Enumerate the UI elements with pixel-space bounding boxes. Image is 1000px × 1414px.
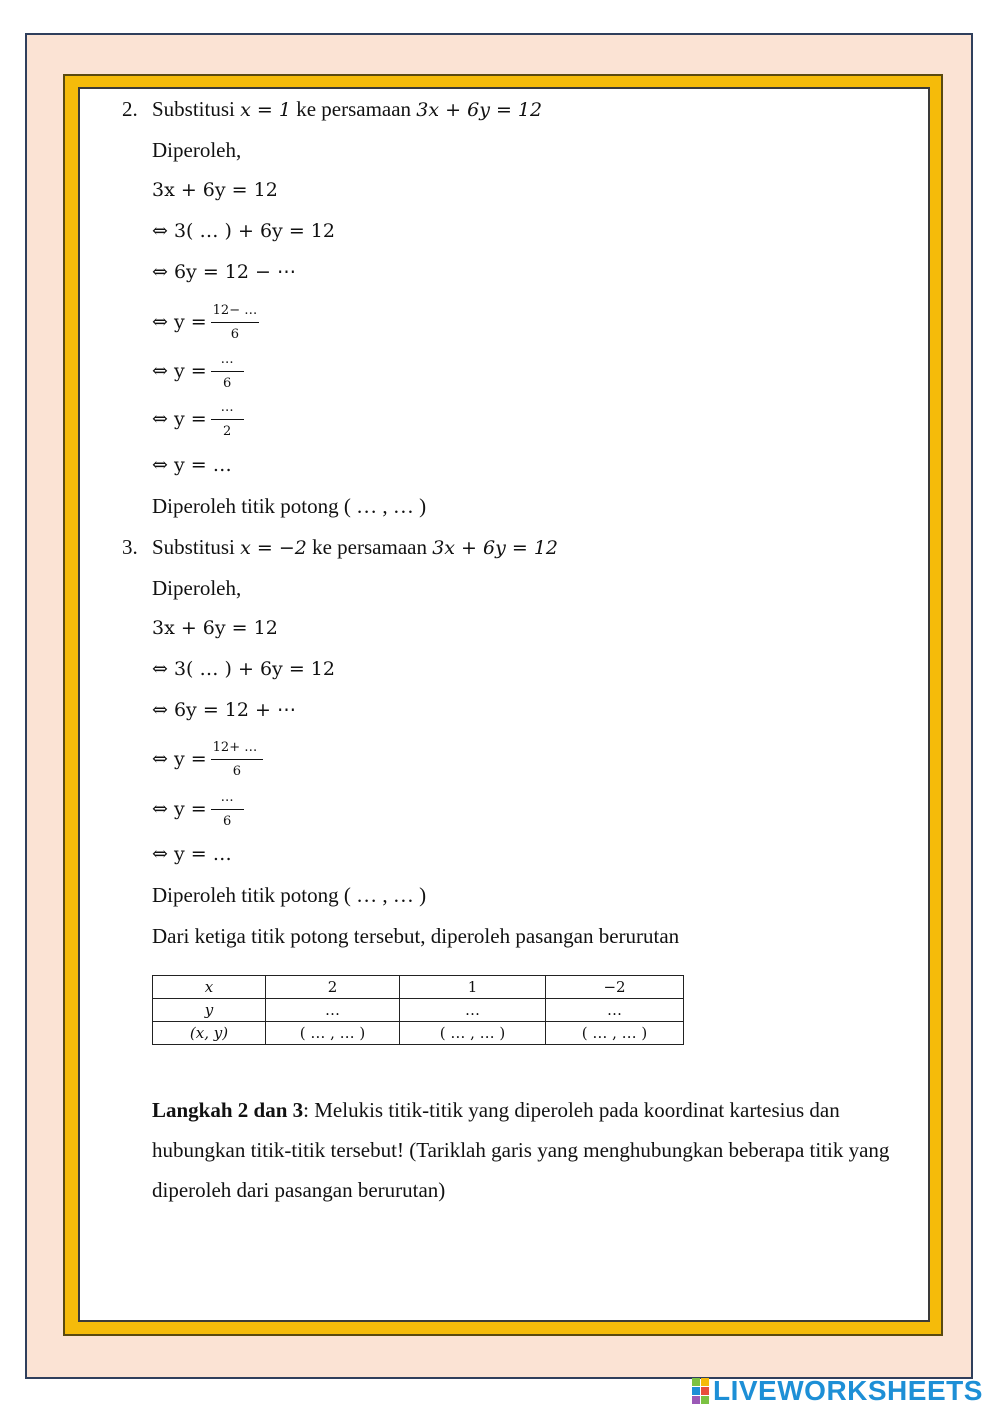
table-cell: −2 [546,976,684,999]
step2-eq5 [152,352,244,392]
table-cell[interactable]: ( … , … ) [546,1022,684,1045]
step2-obtained: Diperoleh, [152,138,242,162]
instruction-paragraph [152,1090,922,1210]
table-cell: x [153,976,266,999]
step2-eq6-fraction [211,400,244,440]
step2-eq3: ⇔ 6y = 12 − ⋯ [152,261,296,283]
step3-heading-equation: 3x + 6y = 12 [432,537,559,559]
step2-eq6-numerator: … [211,400,244,420]
step3-heading [152,534,558,561]
step3-eq2: ⇔ 3( … ) + 6y = 12 [152,658,335,680]
step2-eq1: 3x + 6y = 12 [152,179,278,201]
step3-obtained: Diperoleh, [152,576,242,600]
step3-eq5-denominator: 6 [223,814,232,829]
table-cell[interactable]: ( … , … ) [266,1022,400,1045]
logo-block [692,1387,700,1395]
step3-eq4-denominator: 6 [232,764,242,779]
table-cell: y [153,999,266,1022]
step2-number: 2. [122,97,138,121]
step2-heading-condition: x = 1 [240,99,291,121]
step2-eq5-denominator: 6 [223,376,232,391]
ordered-pairs-table [152,975,684,1045]
step2-eq6-denominator: 2 [223,424,232,439]
step3-eq4-fraction [211,740,264,780]
step3-heading-middle: ke persamaan [312,535,427,559]
step2-eq4-fraction [211,303,260,343]
step2-heading-equation: 3x + 6y = 12 [416,99,543,121]
table-row-xy [153,1022,684,1045]
table-cell: 2 [266,976,400,999]
logo-block [692,1396,700,1404]
step2-eq5-fraction [211,352,244,392]
step2-heading [152,96,542,123]
table-cell: 1 [400,976,546,999]
table-row-y [153,999,684,1022]
step3-eq5-numerator: … [211,790,244,810]
step3-heading-condition: x = −2 [240,537,307,559]
table-cell: (x, y) [153,1022,266,1045]
table-cell[interactable]: … [266,999,400,1022]
step3-eq4-numerator: 12+ … [211,740,264,760]
step2-eq4-denominator: 6 [230,327,240,342]
step2-eq5-numerator: … [211,352,244,372]
step2-eq2: ⇔ 3( … ) + 6y = 12 [152,220,335,242]
instruction-text: : Melukis titik-titik yang diperoleh pada koordinat kartesius dan hubungkan titik-titik tersebut! (Tariklah garis yang menghubungkan beberapa titik yang diperoleh dari pasangan berurutan) [152,1098,890,1202]
table-cell[interactable]: … [546,999,684,1022]
brand-name: LIVEWORKSHEETS [713,1375,983,1406]
step3-result: Diperoleh titik potong ( … , … ) [152,883,427,907]
step2-eq4 [152,303,259,343]
logo-block [701,1378,709,1386]
step3-eq6: ⇔ y = … [152,843,232,865]
step3-eq5-fraction [211,790,244,830]
logo-block [692,1378,700,1386]
logo-block [701,1387,709,1395]
step3-summary: Dari ketiga titik potong tersebut, diperoleh pasangan berurutan [152,924,680,948]
table-cell[interactable]: … [400,999,546,1022]
step2-eq7: ⇔ y = … [152,454,232,476]
instruction-bold-label: Langkah 2 dan 3 [152,1098,304,1122]
step2-eq6-lhs: ⇔ y = [152,408,207,430]
logo-icon [692,1378,709,1404]
table-row-x [153,976,684,999]
step3-eq1: 3x + 6y = 12 [152,617,278,639]
step3-eq5-lhs: ⇔ y = [152,798,207,820]
step3-number: 3. [122,535,138,559]
step2-heading-prefix: Substitusi [152,97,235,121]
table-cell[interactable]: ( … , … ) [400,1022,546,1045]
step3-eq3: ⇔ 6y = 12 + ⋯ [152,699,296,721]
step2-eq6 [152,400,244,440]
step3-eq5 [152,790,244,830]
step3-heading-prefix: Substitusi [152,535,235,559]
step2-result: Diperoleh titik potong ( … , … ) [152,494,427,518]
step3-eq4 [152,740,263,780]
step3-eq4-lhs: ⇔ y = [152,748,207,770]
logo-block [701,1396,709,1404]
liveworksheets-logo [692,1374,983,1408]
step2-eq4-numerator: 12− … [211,303,260,323]
step2-eq5-lhs: ⇔ y = [152,360,207,382]
step2-eq4-lhs: ⇔ y = [152,311,207,333]
step2-heading-middle: ke persamaan [296,97,412,121]
